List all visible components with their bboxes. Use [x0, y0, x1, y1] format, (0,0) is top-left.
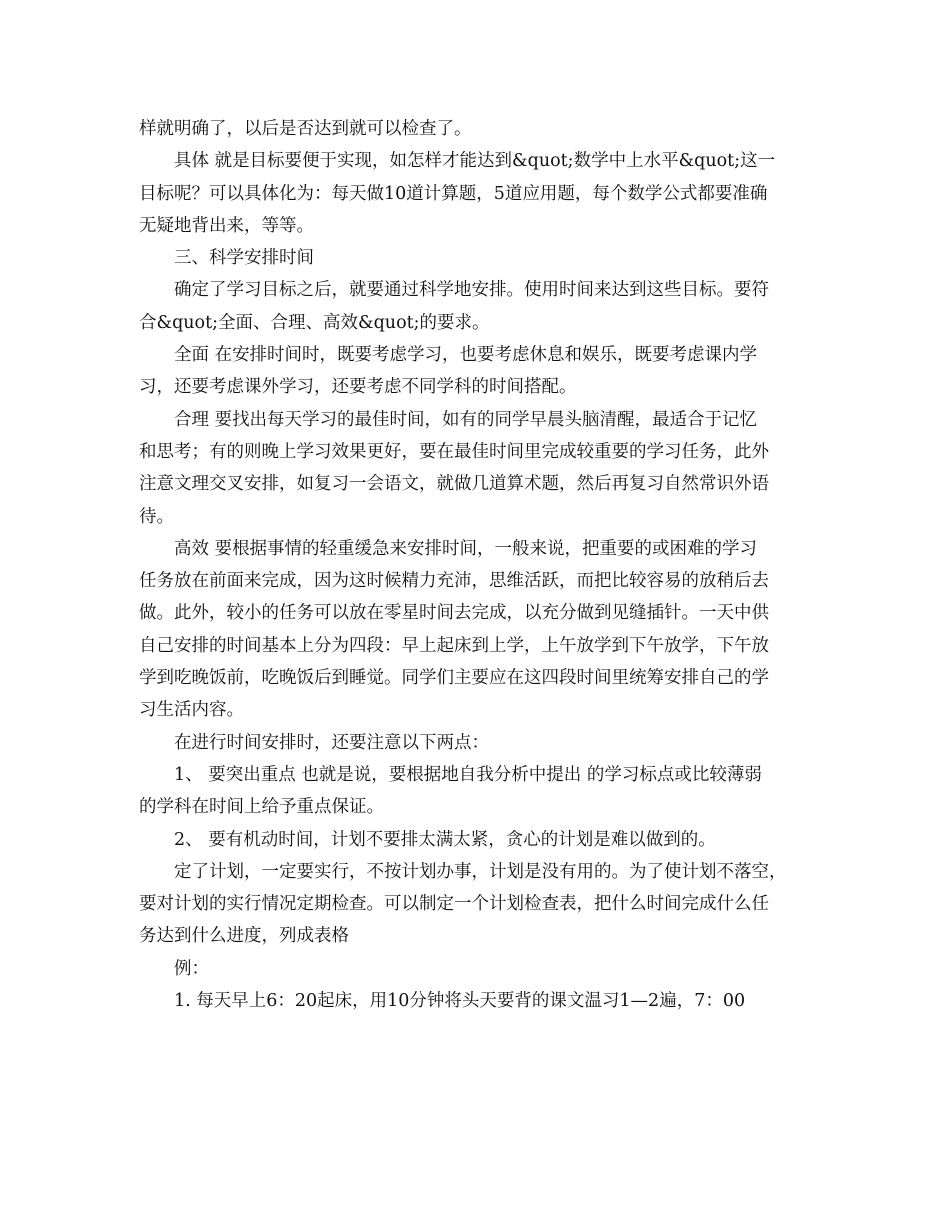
text-line: 合理 要找出每天学习的最佳时间，如有的同学早晨头脑清醒，最适合于记忆 [174, 409, 758, 430]
text-line: 确定了学习目标之后，就要通过科学地安排。使用时间来达到这些目标。要符 [174, 280, 769, 301]
list-item: 2、 要有机动时间，计划不要排太满太紧，贪心的计划是难以做到的。 [174, 829, 716, 850]
section-heading: 三、科学安排时间 [174, 248, 314, 269]
list-item: 1. 每天早上6：20起床，用10分钟将头天要背的课文温习1—2遍，7：00 [174, 991, 746, 1012]
text-line: 要对计划的实行情况定期检查。可以制定一个计划检查表，把什么时间完成什么任 [139, 894, 769, 915]
text-line: 合&quot;全面、合理、高效&quot;的要求。 [139, 312, 490, 333]
document-body [139, 113, 819, 1017]
text-line: 做。此外，较小的任务可以放在零星时间去完成，以充分做到见缝插针。一天中供 [139, 603, 769, 624]
text-line: 务达到什么进度，列成表格 [139, 926, 349, 947]
text-line: 待。 [139, 506, 174, 527]
text-line: 自己安排的时间基本上分为四段：早上起床到上学，上午放学到下午放学，下午放 [139, 635, 769, 656]
text-line: 全面 在安排时间时，既要考虑学习，也要考虑休息和娱乐，既要考虑课内学 [174, 345, 758, 366]
list-item: 1、 要突出重点 也就是说，要根据地自我分析中提出 的学习标点或比较薄弱 [174, 764, 762, 785]
text-line: 例： [174, 958, 209, 979]
text-line: 在进行时间安排时，还要注意以下两点： [174, 732, 489, 753]
text-line: 习，还要考虑课外学习，还要考虑不同学科的时间搭配。 [139, 377, 577, 398]
text-line: 目标呢？可以具体化为：每天做10道计算题，5道应用题，每个数学公式都要准确 [139, 183, 768, 204]
text-line: 样就明确了，以后是否达到就可以检查了。 [139, 119, 472, 139]
text-line: 注意文理交叉安排，如复习一会语文，就做几道算术题，然后再复习自然常识外语 [139, 474, 769, 495]
text-line: 习生活内容。 [139, 700, 244, 721]
text-line: 学到吃晚饭前，吃晚饭后到睡觉。同学们主要应在这四段时间里统筹安排自己的学 [139, 668, 769, 689]
text-line: 具体 就是目标要便于实现，如怎样才能达到&quot;数学中上水平&quot;这一 [174, 151, 776, 172]
text-line: 和思考；有的则晚上学习效果更好，要在最佳时间里完成较重要的学习任务，此外 [139, 441, 769, 462]
text-line: 任务放在前面来完成，因为这时候精力充沛，思维活跃，而把比较容易的放稍后去 [139, 571, 769, 592]
text-line: 定了计划，一定要实行，不按计划办事，计划是没有用的。为了使计划不落空， [174, 861, 787, 882]
text-line: 高效 要根据事情的轻重缓急来安排时间，一般来说，把重要的或困难的学习 [174, 538, 758, 559]
text-line: 的学科在时间上给予重点保证。 [139, 797, 384, 818]
text-line: 无疑地背出来，等等。 [139, 215, 314, 236]
